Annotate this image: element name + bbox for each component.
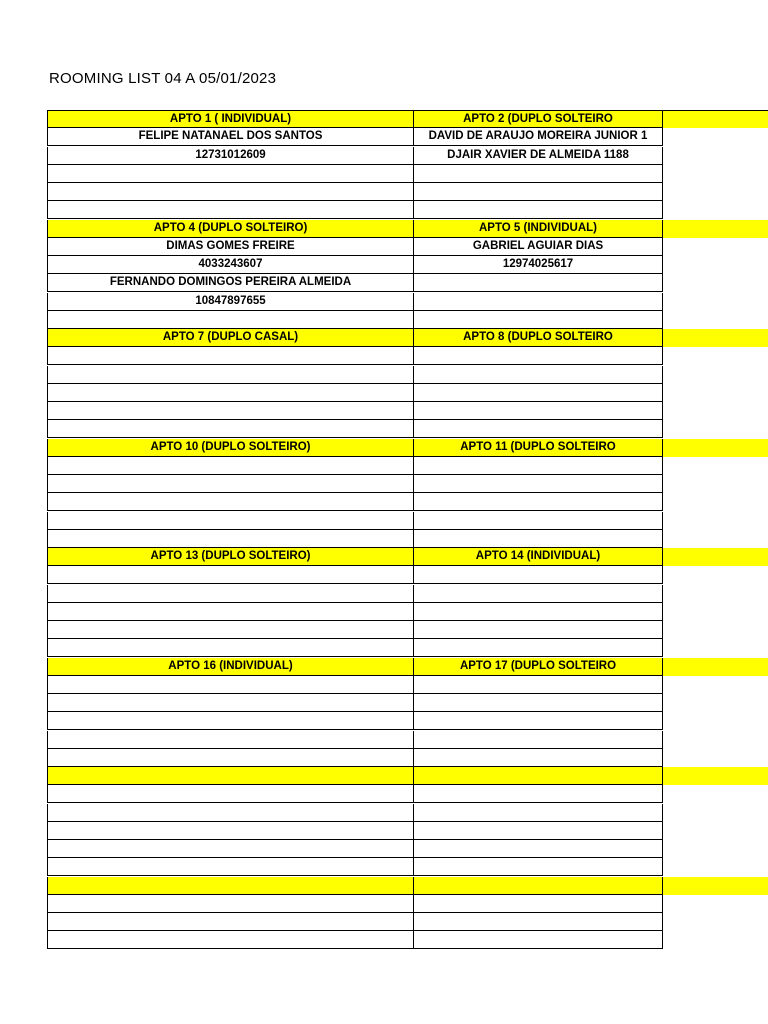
- guest-cell-left: [47, 858, 414, 876]
- guest-cell-right: [414, 347, 663, 365]
- guest-cell-left: [47, 402, 414, 420]
- guest-cell-right: [414, 493, 663, 511]
- overflow-cell: [663, 913, 768, 931]
- room-header-right: [414, 767, 663, 785]
- table-row: [47, 530, 768, 548]
- room-header-row: [47, 439, 768, 457]
- overflow-cell: [663, 840, 768, 858]
- room-header-label: APTO 14 (INDIVIDUAL): [475, 550, 601, 562]
- table-row: [47, 128, 768, 146]
- room-header-overflow: [663, 220, 768, 238]
- room-header-overflow: [663, 110, 768, 128]
- table-row: [47, 913, 768, 931]
- table-row: [47, 384, 768, 402]
- guest-cell-left: DIMAS GOMES FREIRE: [47, 238, 414, 256]
- overflow-cell: [663, 402, 768, 420]
- guest-cell-right: [414, 384, 663, 402]
- overflow-cell: [663, 858, 768, 876]
- room-header-row: [47, 220, 768, 238]
- table-row: [47, 256, 768, 274]
- guest-cell-left: [47, 676, 414, 694]
- guest-cell-left: [47, 311, 414, 329]
- guest-cell-left: [47, 895, 414, 913]
- guest-cell-left: [47, 639, 414, 657]
- room-header-right: [414, 877, 663, 895]
- guest-cell-left: [47, 512, 414, 530]
- guest-cell-right: [414, 603, 663, 621]
- room-header-right: [414, 548, 663, 566]
- guest-cell-left: [47, 731, 414, 749]
- overflow-cell: [663, 621, 768, 639]
- room-header-row: [47, 877, 768, 895]
- guest-cell-left: [47, 566, 414, 584]
- table-row: [47, 165, 768, 183]
- table-row: [47, 420, 768, 438]
- guest-cell-right: [414, 566, 663, 584]
- room-header-label: APTO 2 (DUPLO SOLTEIRO: [463, 113, 613, 125]
- guest-cell-left: [47, 493, 414, 511]
- table-row: [47, 475, 768, 493]
- room-header-left: APTO 10 (DUPLO SOLTEIRO): [47, 439, 414, 457]
- guest-cell-right: [414, 804, 663, 822]
- table-row: [47, 676, 768, 694]
- overflow-cell: [663, 165, 768, 183]
- room-header-left: APTO 16 (INDIVIDUAL): [47, 658, 414, 676]
- table-row: [47, 712, 768, 730]
- overflow-cell: [663, 347, 768, 365]
- overflow-cell: [663, 895, 768, 913]
- overflow-cell: [663, 603, 768, 621]
- table-row: [47, 457, 768, 475]
- guest-cell-text: DAVID DE ARAUJO MOREIRA JUNIOR 1: [428, 130, 648, 142]
- guest-cell-left: [47, 165, 414, 183]
- guest-cell-right: [414, 420, 663, 438]
- table-row: [47, 402, 768, 420]
- overflow-cell: [663, 639, 768, 657]
- room-header-overflow: [663, 658, 768, 676]
- overflow-cell: [663, 147, 768, 165]
- guest-cell-right: [414, 712, 663, 730]
- overflow-cell: [663, 749, 768, 767]
- guest-cell-right: [414, 165, 663, 183]
- guest-cell-right: [414, 676, 663, 694]
- room-header-right: [414, 658, 663, 676]
- guest-cell-right: [414, 274, 663, 292]
- overflow-cell: [663, 585, 768, 603]
- table-row: [47, 347, 768, 365]
- room-header-row: [47, 110, 768, 128]
- guest-cell-right: [414, 293, 663, 311]
- overflow-cell: [663, 420, 768, 438]
- room-header-row: [47, 658, 768, 676]
- guest-cell-right: [414, 731, 663, 749]
- room-header-row: [47, 767, 768, 785]
- guest-cell-right: [414, 840, 663, 858]
- guest-cell-left: 10847897655: [47, 293, 414, 311]
- overflow-cell: [663, 311, 768, 329]
- overflow-cell: [663, 931, 768, 949]
- guest-cell-left: [47, 603, 414, 621]
- guest-cell-right: [414, 585, 663, 603]
- guest-cell-right: [414, 931, 663, 949]
- guest-cell-right: [414, 457, 663, 475]
- guest-cell-right: [414, 822, 663, 840]
- room-header-overflow: [663, 439, 768, 457]
- guest-cell-left: [47, 347, 414, 365]
- room-header-left: [47, 767, 414, 785]
- guest-cell-right: [414, 530, 663, 548]
- guest-cell-right: [414, 147, 663, 165]
- overflow-cell: [663, 183, 768, 201]
- guest-cell-left: [47, 822, 414, 840]
- page-title: ROOMING LIST 04 A 05/01/2023: [49, 70, 277, 87]
- table-row: [47, 147, 768, 165]
- guest-cell-left: [47, 475, 414, 493]
- guest-cell-left: [47, 785, 414, 803]
- guest-cell-left: 4033243607: [47, 256, 414, 274]
- guest-cell-left: [47, 712, 414, 730]
- guest-cell-right: [414, 749, 663, 767]
- guest-cell-right: [414, 475, 663, 493]
- guest-cell-left: FERNANDO DOMINGOS PEREIRA ALMEIDA: [47, 274, 414, 292]
- guest-cell-text: DJAIR XAVIER DE ALMEIDA 1188: [447, 149, 629, 161]
- table-row: [47, 311, 768, 329]
- room-header-right: [414, 220, 663, 238]
- guest-cell-right: [414, 694, 663, 712]
- table-row: [47, 238, 768, 256]
- guest-cell-right: [414, 183, 663, 201]
- room-header-right: [414, 439, 663, 457]
- table-row: [47, 274, 768, 292]
- guest-cell-right: [414, 311, 663, 329]
- overflow-cell: [663, 384, 768, 402]
- guest-cell-right: [414, 913, 663, 931]
- table-row: [47, 639, 768, 657]
- guest-cell-left: [47, 913, 414, 931]
- guest-cell-right: [414, 201, 663, 219]
- room-header-overflow: [663, 877, 768, 895]
- table-row: [47, 603, 768, 621]
- overflow-cell: [663, 785, 768, 803]
- table-row: [47, 512, 768, 530]
- table-row: [47, 840, 768, 858]
- room-header-left: APTO 4 (DUPLO SOLTEIRO): [47, 220, 414, 238]
- guest-cell-text: 12974025617: [502, 258, 574, 270]
- table-row: [47, 822, 768, 840]
- room-header-right: [414, 329, 663, 347]
- overflow-cell: [663, 712, 768, 730]
- overflow-cell: [663, 293, 768, 311]
- guest-cell-left: [47, 621, 414, 639]
- overflow-cell: [663, 694, 768, 712]
- overflow-cell: [663, 530, 768, 548]
- guest-cell-left: [47, 931, 414, 949]
- room-header-left: APTO 7 (DUPLO CASAL): [47, 329, 414, 347]
- table-row: [47, 493, 768, 511]
- overflow-cell: [663, 804, 768, 822]
- guest-cell-right: [414, 621, 663, 639]
- overflow-cell: [663, 366, 768, 384]
- room-header-label: APTO 5 (INDIVIDUAL): [479, 222, 597, 234]
- room-header-label: APTO 11 (DUPLO SOLTEIRO: [460, 441, 616, 453]
- guest-cell-left: FELIPE NATANAEL DOS SANTOS: [47, 128, 414, 146]
- guest-cell-right: [414, 128, 663, 146]
- guest-cell-left: [47, 585, 414, 603]
- table-row: [47, 749, 768, 767]
- overflow-cell: [663, 493, 768, 511]
- room-header-overflow: [663, 548, 768, 566]
- guest-cell-right: [414, 366, 663, 384]
- overflow-cell: [663, 457, 768, 475]
- guest-cell-left: [47, 183, 414, 201]
- room-header-left: APTO 1 ( INDIVIDUAL): [47, 110, 414, 128]
- guest-cell-right: [414, 785, 663, 803]
- guest-cell-left: [47, 457, 414, 475]
- guest-cell-left: [47, 804, 414, 822]
- overflow-cell: [663, 512, 768, 530]
- table-row: [47, 366, 768, 384]
- guest-cell-right: [414, 858, 663, 876]
- table-row: [47, 858, 768, 876]
- table-row: [47, 183, 768, 201]
- guest-cell-right: [414, 238, 663, 256]
- room-header-right: [414, 110, 663, 128]
- overflow-cell: [663, 475, 768, 493]
- guest-cell-text: GABRIEL AGUIAR DIAS: [472, 240, 604, 252]
- guest-cell-left: [47, 840, 414, 858]
- guest-cell-right: [414, 402, 663, 420]
- table-row: [47, 804, 768, 822]
- room-header-label: APTO 17 (DUPLO SOLTEIRO: [459, 660, 617, 672]
- room-header-left: [47, 877, 414, 895]
- overflow-cell: [663, 676, 768, 694]
- guest-cell-left: [47, 530, 414, 548]
- room-header-overflow: [663, 329, 768, 347]
- overflow-cell: [663, 731, 768, 749]
- table-row: [47, 585, 768, 603]
- table-row: [47, 293, 768, 311]
- guest-cell-left: [47, 420, 414, 438]
- room-header-row: [47, 548, 768, 566]
- table-row: [47, 201, 768, 219]
- room-header-row: [47, 329, 768, 347]
- overflow-cell: [663, 128, 768, 146]
- guest-cell-right: [414, 895, 663, 913]
- guest-cell-left: [47, 694, 414, 712]
- table-row: [47, 895, 768, 913]
- guest-cell-right: [414, 639, 663, 657]
- overflow-cell: [663, 201, 768, 219]
- table-row: [47, 931, 768, 949]
- guest-cell-left: 12731012609: [47, 147, 414, 165]
- overflow-cell: [663, 822, 768, 840]
- overflow-cell: [663, 566, 768, 584]
- guest-cell-right: [414, 256, 663, 274]
- overflow-cell: [663, 274, 768, 292]
- table-row: [47, 694, 768, 712]
- guest-cell-right: [414, 512, 663, 530]
- guest-cell-left: [47, 201, 414, 219]
- table-row: [47, 785, 768, 803]
- table-row: [47, 731, 768, 749]
- room-header-overflow: [663, 767, 768, 785]
- guest-cell-left: [47, 366, 414, 384]
- guest-cell-left: [47, 384, 414, 402]
- table-row: [47, 621, 768, 639]
- room-header-left: APTO 13 (DUPLO SOLTEIRO): [47, 548, 414, 566]
- overflow-cell: [663, 238, 768, 256]
- guest-cell-left: [47, 749, 414, 767]
- room-header-label: APTO 8 (DUPLO SOLTEIRO: [463, 331, 613, 343]
- overflow-cell: [663, 256, 768, 274]
- table-row: [47, 566, 768, 584]
